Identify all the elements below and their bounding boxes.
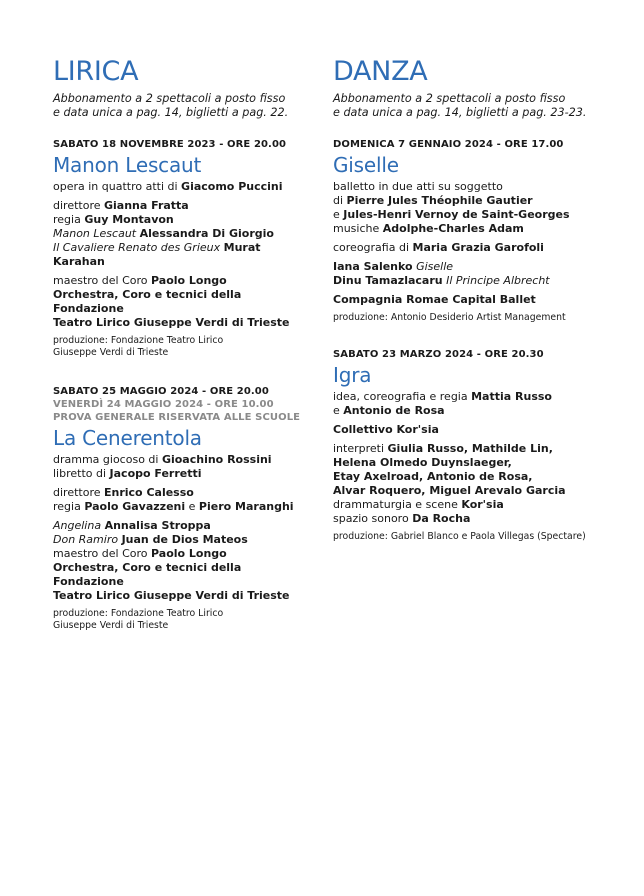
show-description: e Jules-Henri Vernoy de Saint-Georges xyxy=(333,208,570,221)
show-la-cenerentola xyxy=(53,385,315,632)
section-title-danza: DANZA xyxy=(333,56,428,87)
orchestra-line: Orchestra, Coro e tecnici della Fondazione xyxy=(53,288,242,315)
show-title: Igra xyxy=(333,363,372,387)
subscription-info xyxy=(333,92,633,120)
collective: Collettivo Kor'sia xyxy=(333,423,439,436)
show-giselle xyxy=(333,138,633,324)
show-description: dramma giocoso di Gioachino Rossini xyxy=(53,453,272,466)
performers: interpreti Giulia Russo, Mathilde Lin, xyxy=(333,442,553,455)
show-date: DOMENICA 7 GENNAIO 2024 - ORE 17.00 xyxy=(333,139,564,150)
show-title: Giselle xyxy=(333,153,399,177)
credit-conductor: direttore Enrico Calesso xyxy=(53,486,194,499)
orchestra-line: Teatro Lirico Giuseppe Verdi di Trieste xyxy=(53,316,290,329)
libretto-credit: libretto di Jacopo Ferretti xyxy=(53,467,202,480)
production-credit: produzione: Fondazione Teatro Lirico Giuseppe Verdi di Trieste xyxy=(53,335,224,358)
company: Compagnia Romae Capital Ballet xyxy=(333,293,536,306)
music-credit: musiche Adolphe-Charles Adam xyxy=(333,222,524,235)
show-title: La Cenerentola xyxy=(53,426,202,450)
performers: Helena Olmedo Duynslaeger, xyxy=(333,456,512,469)
chorus-master: maestro del Coro Paolo Longo xyxy=(53,274,227,287)
school-rehearsal-note: PROVA GENERALE RISERVATA ALLE SCUOLE xyxy=(53,412,301,423)
subscription-info xyxy=(53,92,315,120)
idea-credit: idea, coreografia e regia Mattia Russo xyxy=(333,390,552,403)
section-title-lirica: LIRICA xyxy=(53,56,139,87)
danza-column xyxy=(333,56,633,557)
production-credit: produzione: Antonio Desiderio Artist Management xyxy=(333,312,566,323)
choreography-credit: coreografia di Maria Grazia Garofoli xyxy=(333,241,544,254)
cast-line: Dinu Tamazlacaru Il Principe Albrecht xyxy=(333,274,550,287)
credit-director: regia Guy Montavon xyxy=(53,213,174,226)
subscription-line: e data unica a pag. 14, biglietti a pag. 22. xyxy=(53,106,289,119)
credit-director: regia Paolo Gavazzeni e Piero Maranghi xyxy=(53,500,294,513)
subscription-line: Abbonamento a 2 spettacoli a posto fisso xyxy=(53,92,286,105)
cast-line: Iana Salenko Giselle xyxy=(333,260,454,273)
show-igra xyxy=(333,348,633,543)
show-description: balletto in due atti su soggetto xyxy=(333,180,503,193)
performers: Alvar Roquero, Miguel Arevalo Garcia xyxy=(333,484,566,497)
cast-line: Angelina Annalisa Stroppa xyxy=(53,519,211,532)
show-date: SABATO 23 MARZO 2024 - ORE 20.30 xyxy=(333,349,544,360)
show-title: Manon Lescaut xyxy=(53,153,202,177)
show-description: opera in quattro atti di Giacomo Puccini xyxy=(53,180,283,193)
cast-line: Manon Lescaut Alessandra Di Giorgio xyxy=(53,227,274,240)
show-date: SABATO 18 NOVEMBRE 2023 - ORE 20.00 xyxy=(53,139,287,150)
production-credit: produzione: Gabriel Blanco e Paola Villegas (Spectare) xyxy=(333,531,586,542)
dramaturgy-credit: drammaturgia e scene Kor'sia xyxy=(333,498,504,511)
performers: Etay Axelroad, Antonio de Rosa, xyxy=(333,470,533,483)
show-description: di Pierre Jules Théophile Gautier xyxy=(333,194,533,207)
orchestra-line: Orchestra, Coro e tecnici della Fondazione xyxy=(53,561,242,588)
lirica-column xyxy=(53,56,315,646)
cast-line: Don Ramiro Juan de Dios Mateos xyxy=(53,533,248,546)
production-credit: produzione: Fondazione Teatro Lirico Giuseppe Verdi di Trieste xyxy=(53,608,224,631)
show-date-extra: VENERDÌ 24 MAGGIO 2024 - ORE 10.00 xyxy=(53,399,274,410)
subscription-line: Abbonamento a 2 spettacoli a posto fisso xyxy=(333,92,566,105)
show-manon-lescaut xyxy=(53,138,315,359)
composer: Giacomo Puccini xyxy=(181,180,283,193)
chorus-master: maestro del Coro Paolo Longo xyxy=(53,547,227,560)
cast-line: Il Cavaliere Renato des Grieux Murat Karahan xyxy=(53,241,261,268)
show-date: SABATO 25 MAGGIO 2024 - ORE 20.00 xyxy=(53,386,269,397)
credit-conductor: direttore Gianna Fratta xyxy=(53,199,189,212)
subscription-line: e data unica a pag. 14, biglietti a pag. 23-23. xyxy=(333,106,587,119)
orchestra-line: Teatro Lirico Giuseppe Verdi di Trieste xyxy=(53,589,290,602)
sound-credit: spazio sonoro Da Rocha xyxy=(333,512,471,525)
idea-credit: e Antonio de Rosa xyxy=(333,404,445,417)
